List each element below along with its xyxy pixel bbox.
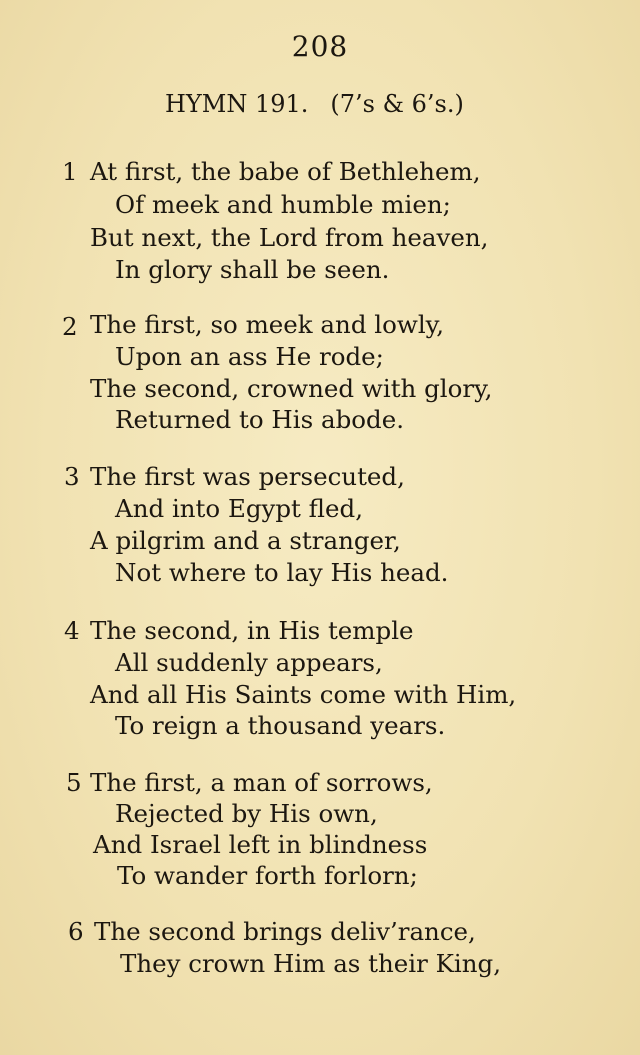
verse-line: Rejected by His own, — [115, 799, 378, 828]
verse-line: To wander forth forlorn; — [117, 861, 418, 890]
verse-line: The first, so meek and lowly, — [90, 310, 445, 339]
verse-line: All suddenly appears, — [115, 648, 383, 677]
verse-line: Upon an ass He rode; — [115, 342, 384, 371]
stanza-number: 6 — [68, 917, 84, 946]
verse-line: And into Egypt fled, — [115, 494, 363, 523]
verse-line: The second, crowned with glory, — [90, 374, 493, 403]
verse-line: The first was persecuted, — [90, 462, 405, 491]
verse-line: The second brings deliv’rance, — [94, 917, 476, 946]
verse-line: They crown Him as their King, — [120, 949, 502, 978]
verse-line: The second, in His temple — [90, 616, 414, 645]
stanza-number: 3 — [64, 462, 80, 491]
verse-line: In glory shall be seen. — [115, 255, 390, 284]
verse-line: The first, a man of sorrows, — [90, 768, 433, 797]
verse-line: Not where to lay His head. — [115, 558, 449, 587]
hymn-number: HYMN 191. — [165, 90, 309, 118]
verse-line: And Israel left in blindness — [93, 830, 428, 859]
hymn-title — [165, 90, 464, 118]
verse-line: Of meek and humble mien; — [115, 190, 451, 219]
verse-line: At first, the babe of Bethlehem, — [90, 157, 481, 186]
stanza-number: 5 — [66, 768, 82, 797]
verse-line: And all His Saints come with Him, — [90, 680, 517, 709]
verse-line: Returned to His abode. — [115, 405, 404, 434]
stanza-number: 2 — [62, 312, 78, 341]
verse-line: But next, the Lord from heaven, — [90, 223, 489, 252]
verse-line: To reign a thousand years. — [115, 711, 446, 740]
hymn-meter: (7’s & 6’s.) — [330, 90, 464, 118]
verse-line: A pilgrim and a stranger, — [90, 526, 401, 555]
stanza-number: 1 — [62, 157, 78, 186]
stanza-number: 4 — [64, 616, 80, 645]
page-number: 208 — [291, 30, 349, 63]
